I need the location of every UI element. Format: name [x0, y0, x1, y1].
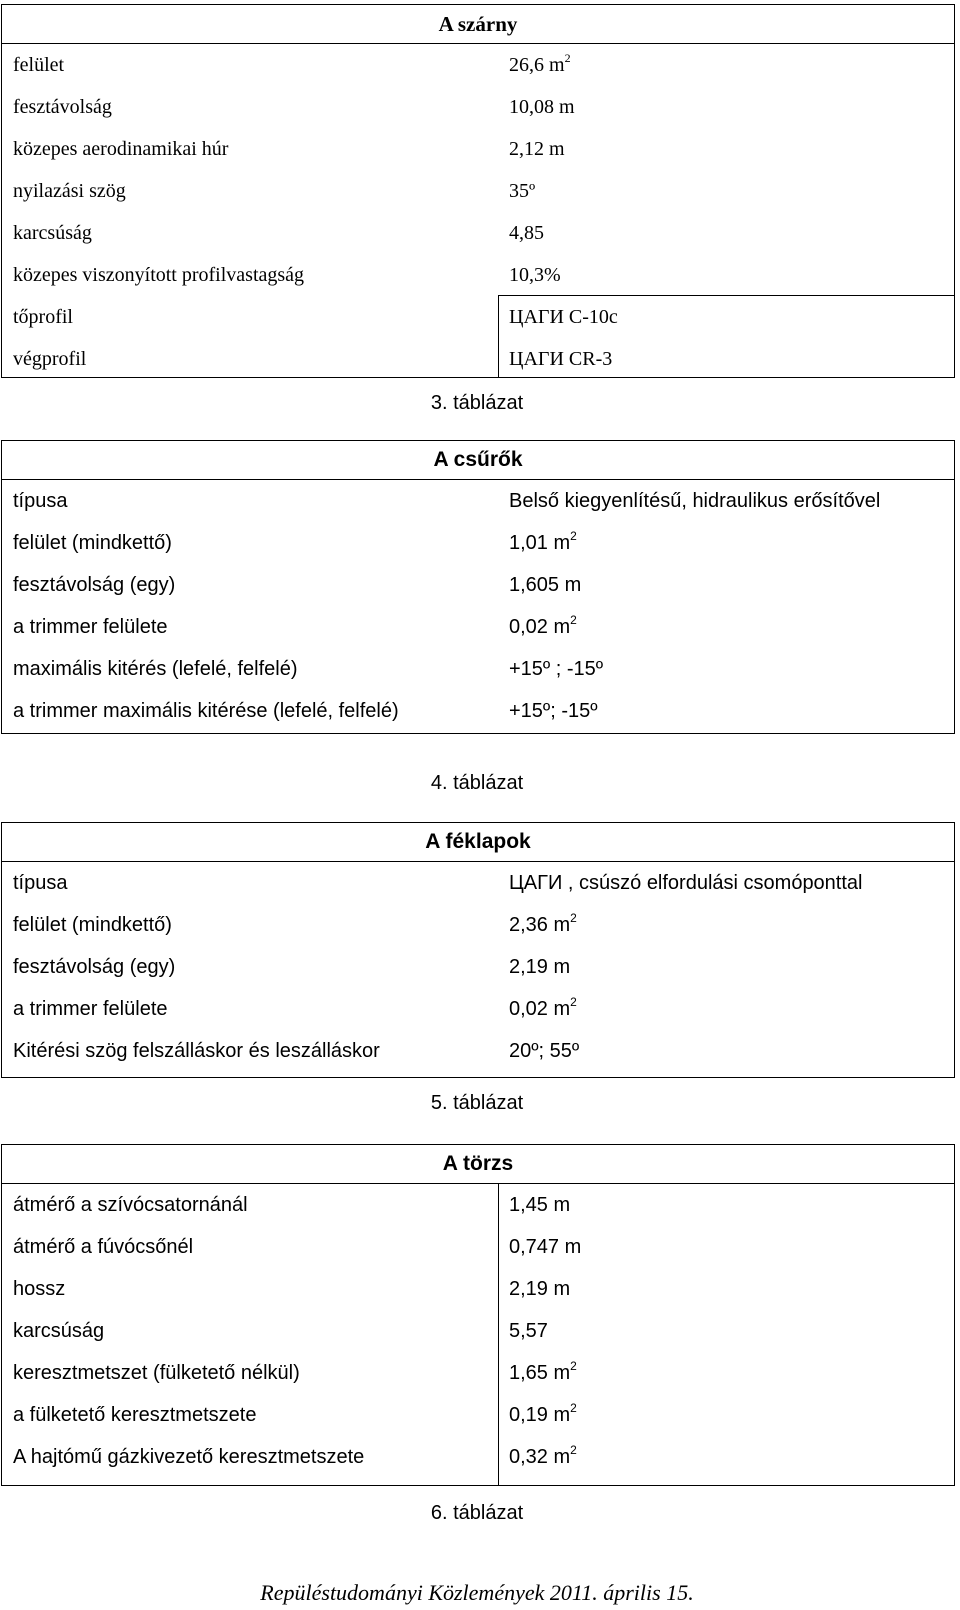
row-label: tőprofil — [13, 306, 73, 328]
table-caption: 4. táblázat — [430, 772, 524, 794]
aileron-table — [1, 440, 955, 734]
table-row — [2, 254, 954, 296]
row-value: 0,747 m — [509, 1236, 582, 1258]
row-label: végprofil — [13, 348, 87, 370]
row-value: 2,36 m — [509, 914, 571, 936]
table-row — [2, 564, 954, 606]
row-value-exponent: 2 — [570, 613, 577, 627]
table-row — [2, 988, 954, 1030]
row-label: átmérő a fúvócsőnél — [13, 1236, 194, 1258]
row-label: karcsúság — [13, 1320, 105, 1342]
row-value: 35º — [509, 180, 536, 202]
row-label: közepes aerodinamikai húr — [13, 138, 229, 160]
row-value: 2,12 m — [509, 138, 565, 160]
row-label: a fülketető keresztmetszete — [13, 1404, 257, 1426]
table-row — [2, 44, 954, 86]
table-row — [2, 1352, 954, 1394]
row-divider — [498, 295, 954, 296]
row-label: Kitérési szög felszálláskor és leszálláskor — [13, 1040, 380, 1062]
row-value: 1,01 m — [509, 532, 571, 554]
column-divider — [498, 295, 499, 377]
table-row — [2, 1268, 954, 1310]
row-label: karcsúság — [13, 222, 92, 244]
row-label: A hajtómű gázkivezető keresztmetszete — [13, 1446, 365, 1468]
row-value-exponent: 2 — [570, 1401, 577, 1415]
row-value: 4,85 — [509, 222, 544, 244]
wing-table-title: A szárny — [2, 5, 954, 44]
table-row — [2, 946, 954, 988]
table-row — [2, 212, 954, 254]
table-row — [2, 296, 954, 338]
row-value-exponent: 2 — [570, 995, 577, 1009]
row-value: 1,605 m — [509, 574, 582, 596]
table-row — [2, 862, 954, 904]
table-row — [2, 606, 954, 648]
row-value: 2,19 m — [509, 1278, 571, 1300]
row-label: fesztávolság — [13, 96, 112, 118]
aileron-table-title: A csűrők — [2, 441, 954, 480]
table-row — [2, 86, 954, 128]
table-row — [2, 1394, 954, 1436]
row-label: felület — [13, 54, 65, 76]
row-label: típusa — [13, 872, 68, 894]
row-label: felület (mindkettő) — [13, 532, 172, 554]
row-value: 0,19 m — [509, 1404, 571, 1426]
row-label: hossz — [13, 1278, 66, 1300]
row-label: fesztávolság (egy) — [13, 956, 176, 978]
row-label: nyilazási szög — [13, 180, 126, 202]
row-value: +15º ; -15º — [509, 658, 604, 680]
row-label: típusa — [13, 490, 68, 512]
row-label: maximális kitérés (lefelé, felfelé) — [13, 658, 298, 680]
row-value: ЦАГИ , csúszó elfordulási csomóponttal — [509, 872, 863, 894]
row-value: 2,19 m — [509, 956, 571, 978]
table-row — [2, 1030, 954, 1072]
table-row — [2, 522, 954, 564]
row-label: a trimmer felülete — [13, 616, 168, 638]
wing-table — [1, 4, 955, 378]
row-value: +15º; -15º — [509, 700, 598, 722]
row-value: 1,65 m — [509, 1362, 571, 1384]
airbrake-table-title: A féklapok — [2, 823, 954, 862]
table-row — [2, 904, 954, 946]
row-value-exponent: 2 — [570, 529, 577, 543]
row-label: keresztmetszet (fülketető nélkül) — [13, 1362, 300, 1384]
table-row — [2, 1226, 954, 1268]
page-footer: Repüléstudományi Közlemények 2011. április 15. — [260, 1580, 694, 1605]
table-row — [2, 170, 954, 212]
table-row — [2, 1310, 954, 1352]
row-value: 26,6 m — [509, 54, 565, 76]
fuselage-table-title: A törzs — [2, 1145, 954, 1184]
table-row — [2, 128, 954, 170]
table-row — [2, 480, 954, 522]
row-label: fesztávolság (egy) — [13, 574, 176, 596]
row-value: 0,02 m — [509, 616, 571, 638]
table-row — [2, 690, 954, 732]
fuselage-table — [1, 1144, 955, 1486]
row-value: 20º; 55º — [509, 1040, 580, 1062]
table-row — [2, 1436, 954, 1478]
table-caption: 5. táblázat — [430, 1092, 524, 1114]
row-value: 10,3% — [509, 264, 561, 286]
row-label: átmérő a szívócsatornánál — [13, 1194, 248, 1216]
row-value-exponent: 2 — [570, 1443, 577, 1457]
row-label: a trimmer maximális kitérése (lefelé, felfelé) — [13, 700, 399, 722]
row-label: a trimmer felülete — [13, 998, 168, 1020]
row-value: 1,45 m — [509, 1194, 571, 1216]
row-value: ЦАГИ C-10c — [509, 306, 618, 328]
row-value-exponent: 2 — [570, 1359, 577, 1373]
row-value: 0,02 m — [509, 998, 571, 1020]
table-caption: 3. táblázat — [430, 392, 524, 414]
row-value-exponent: 2 — [570, 911, 577, 925]
column-divider — [498, 1183, 499, 1485]
row-label: közepes viszonyított profilvastagság — [13, 264, 305, 286]
row-value: 0,32 m — [509, 1446, 571, 1468]
row-value-exponent: 2 — [564, 51, 571, 65]
row-value: Belső kiegyenlítésű, hidraulikus erősítővel — [509, 490, 881, 512]
airbrake-table — [1, 822, 955, 1078]
row-label: felület (mindkettő) — [13, 914, 172, 936]
row-value: 5,57 — [509, 1320, 548, 1342]
table-row — [2, 338, 954, 380]
row-value: 10,08 m — [509, 96, 575, 118]
table-row — [2, 648, 954, 690]
row-value: ЦАГИ CR-3 — [509, 348, 613, 370]
table-row — [2, 1184, 954, 1226]
table-caption: 6. táblázat — [430, 1502, 524, 1524]
